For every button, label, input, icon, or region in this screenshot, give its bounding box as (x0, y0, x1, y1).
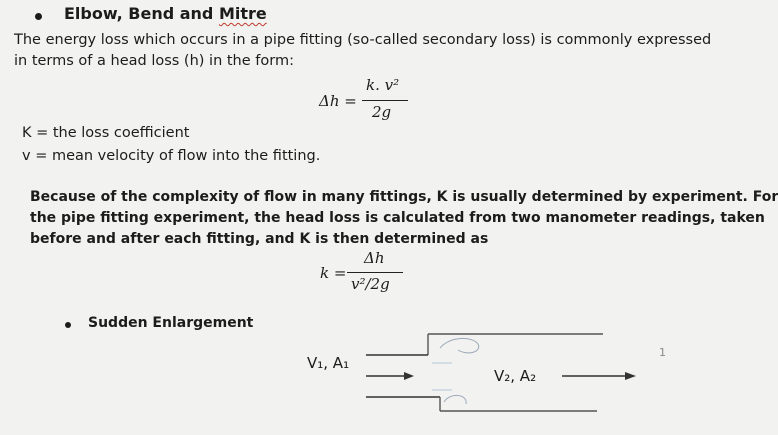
eq2-lhs: k = (320, 264, 347, 282)
flow-arrow-outlet-icon (625, 372, 636, 380)
eq2-denominator: v²/2g (351, 275, 390, 293)
corner-mark: 1 (659, 346, 666, 359)
heading-mitre: Mitre (218, 4, 267, 23)
inlet-label: V₁, A₁ (307, 354, 350, 372)
intro-line-1: The energy loss which occurs in a pipe fitting (so-called secondary loss) is commonly expressed (14, 32, 712, 48)
eddy-lower-icon (444, 395, 466, 404)
para-line-3: before and after each fitting, and K is then determined as (30, 231, 489, 247)
eddy-upper-icon (440, 338, 479, 352)
para-line-1: Because of the complexity of flow in many fittings, K is usually determined by experiment. For (30, 189, 778, 205)
heading-text: Elbow, Bend and (64, 4, 219, 23)
intro-line-2: in terms of a head loss (h) in the form: (14, 53, 294, 69)
section-heading-sudden-enlargement: Sudden Enlargement (88, 315, 254, 331)
eq1-numerator: k. v² (366, 76, 400, 94)
definition-v: v = mean velocity of flow into the fitting. (22, 148, 321, 164)
flow-arrow-inlet-icon (404, 372, 414, 380)
eq1-denominator: 2g (372, 103, 392, 121)
outlet-label: V₂, A₂ (494, 367, 537, 385)
definition-k: K = the loss coefficient (22, 125, 190, 141)
eq2-numerator: Δh (364, 249, 385, 267)
eq1-lhs: Δh = (319, 92, 357, 110)
para-line-2: the pipe fitting experiment, the head loss is calculated from two manometer readings, taken (30, 210, 765, 226)
